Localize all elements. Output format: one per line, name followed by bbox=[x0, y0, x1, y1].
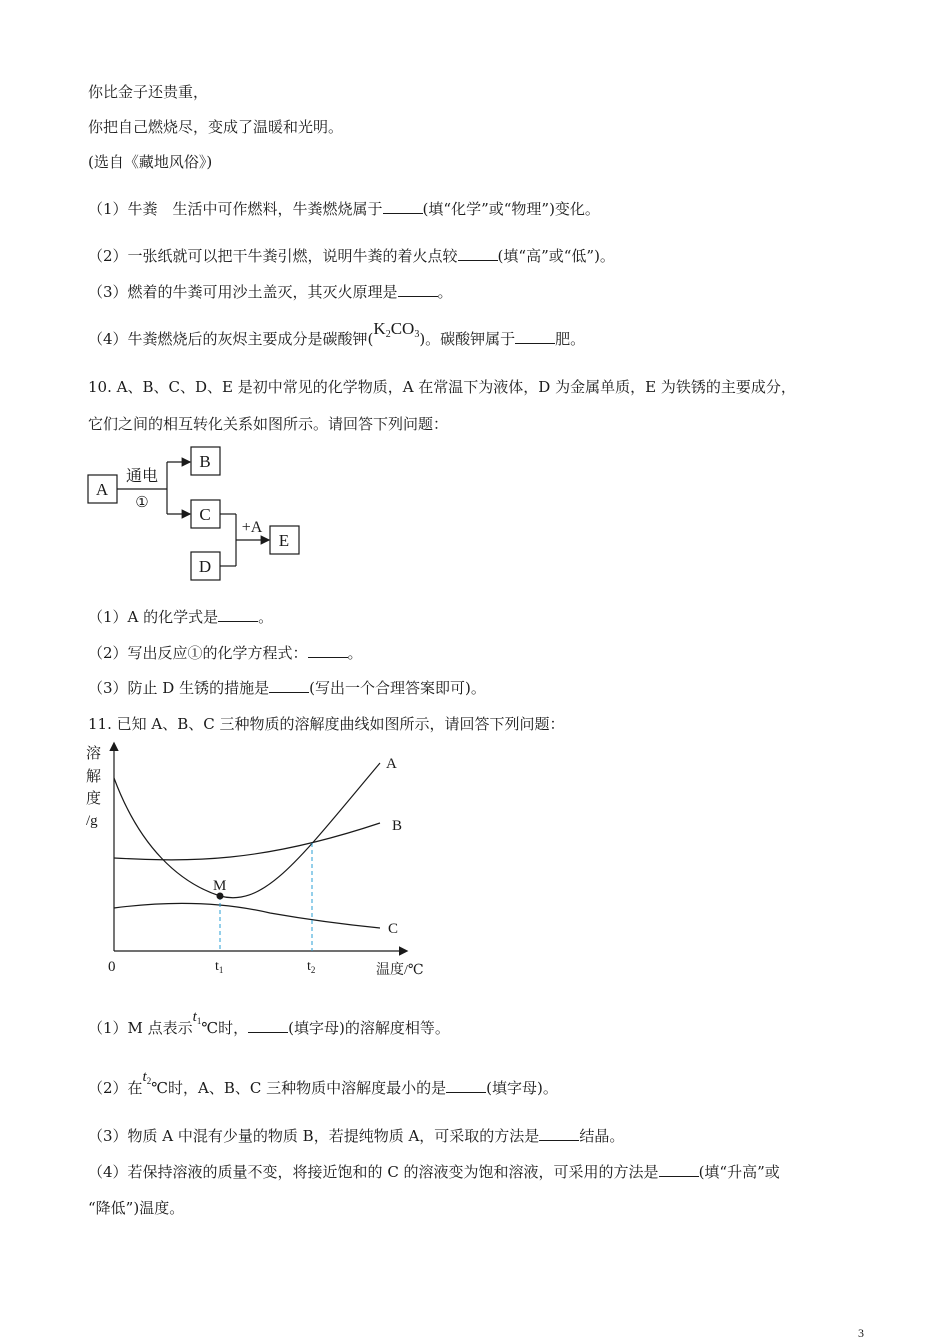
curve-a-label: A bbox=[386, 756, 397, 772]
q10-stem-1: 10. A、B、C、D、E 是初中常见的化学物质，A 在常温下为液体，D 为金属单质，E 为铁锈的主要成分， bbox=[88, 378, 796, 396]
q10-part-1: （1）A 的化学式是 。 bbox=[88, 608, 274, 626]
answer-blank[interactable] bbox=[248, 1018, 288, 1033]
q10-part-3: （3）防止 D 生锈的措施是 (写出一个合理答案即可)。 bbox=[88, 679, 486, 697]
t1-tick-label: $t_1$ bbox=[215, 959, 224, 975]
ylabel-char-4: /g bbox=[86, 813, 98, 829]
q11-part-1: （1）M 点表示$t_1℃$时， (填字母)的溶解度相等。 bbox=[88, 1009, 450, 1037]
answer-blank[interactable] bbox=[308, 643, 348, 658]
plus-a-label: +A bbox=[241, 519, 263, 536]
poem-line-2: 你把自己燃烧尽，变成了温暖和光明。 bbox=[88, 118, 344, 136]
answer-blank[interactable] bbox=[659, 1162, 699, 1177]
q11-part-4: （4）若保持溶液的质量不变，将接近饱和的 C 的溶液变为饱和溶液，可采用的方法是 (填“升高”或 bbox=[88, 1163, 780, 1181]
electrolysis-label: 通电 bbox=[125, 468, 159, 485]
q11-part-4-continued: “降低”)温度。 bbox=[88, 1199, 185, 1217]
point-m-label: M bbox=[213, 878, 227, 894]
curve-c-label: C bbox=[388, 921, 399, 937]
box-e-label: E bbox=[278, 531, 290, 550]
step-one-label: ① bbox=[135, 495, 149, 511]
q9-part-2: （2）一张纸就可以把干牛粪引燃，说明牛粪的着火点较 (填“高”或“低”)。 bbox=[88, 247, 615, 265]
q9-part-1: （1）牛粪 生活中可作燃料，牛粪燃烧属于 (填“化学”或“物理”)变化。 bbox=[88, 200, 600, 218]
answer-blank[interactable] bbox=[446, 1078, 486, 1093]
curve-a bbox=[114, 763, 380, 898]
answer-blank[interactable] bbox=[515, 329, 555, 344]
page-number: 3 bbox=[858, 1326, 864, 1340]
answer-blank[interactable] bbox=[218, 607, 258, 622]
ylabel-char-1: 溶 bbox=[86, 746, 102, 762]
poem-source: (选自《藏地风俗》) bbox=[88, 153, 213, 171]
q11-part-3: （3）物质 A 中混有少量的物质 B，若提纯物质 A，可采取的方法是 结晶。 bbox=[88, 1127, 625, 1145]
t2-variable: $t_2$ bbox=[142, 1069, 152, 1086]
answer-blank[interactable] bbox=[458, 246, 498, 261]
box-b-label: B bbox=[199, 452, 211, 471]
transformation-diagram bbox=[80, 440, 320, 590]
box-a-label: A bbox=[95, 480, 109, 499]
t2-tick-label: $t_2$ bbox=[307, 959, 316, 975]
solubility-chart bbox=[80, 738, 440, 978]
q9-part-3: （3）燃着的牛粪可用沙土盖灭，其灭火原理是 。 bbox=[88, 283, 453, 301]
curve-b bbox=[114, 823, 380, 860]
q10-part-2: （2）写出反应①的化学方程式： 。 bbox=[88, 644, 363, 662]
ylabel-char-3: 度 bbox=[86, 791, 102, 807]
ylabel-char-2: 解 bbox=[86, 769, 102, 785]
answer-blank[interactable] bbox=[539, 1126, 579, 1141]
t1-variable: $t_1$ bbox=[192, 1009, 202, 1026]
q11-stem: 11. 已知 A、B、C 三种物质的溶解度曲线如图所示，请回答下列问题： bbox=[88, 715, 565, 733]
q10-stem-2: 它们之间的相互转化关系如图所示。请回答下列问题： bbox=[88, 415, 449, 433]
q11-part-2: （2）在$t_2℃$时，A、B、C 三种物质中溶解度最小的是 (填字母)。 bbox=[88, 1069, 558, 1097]
box-c-label: C bbox=[199, 505, 211, 524]
answer-blank[interactable] bbox=[269, 678, 309, 693]
answer-blank[interactable] bbox=[383, 199, 423, 214]
origin-label: 0 bbox=[108, 959, 116, 975]
curve-b-label: B bbox=[392, 818, 403, 834]
q9-part-4: （4）牛粪燃烧后的灰烬主要成分是碳酸钾$(K_2CO_3)$。碳酸钾属于 肥。 bbox=[88, 319, 586, 348]
poem-line-1: 你比金子还贵重， bbox=[88, 83, 209, 101]
answer-blank[interactable] bbox=[398, 282, 438, 297]
curve-c bbox=[114, 903, 380, 928]
box-d-label: D bbox=[198, 557, 212, 576]
potassium-carbonate-formula: $K_2CO_3$ bbox=[373, 319, 420, 340]
x-axis-label: 温度/℃ bbox=[376, 963, 424, 978]
